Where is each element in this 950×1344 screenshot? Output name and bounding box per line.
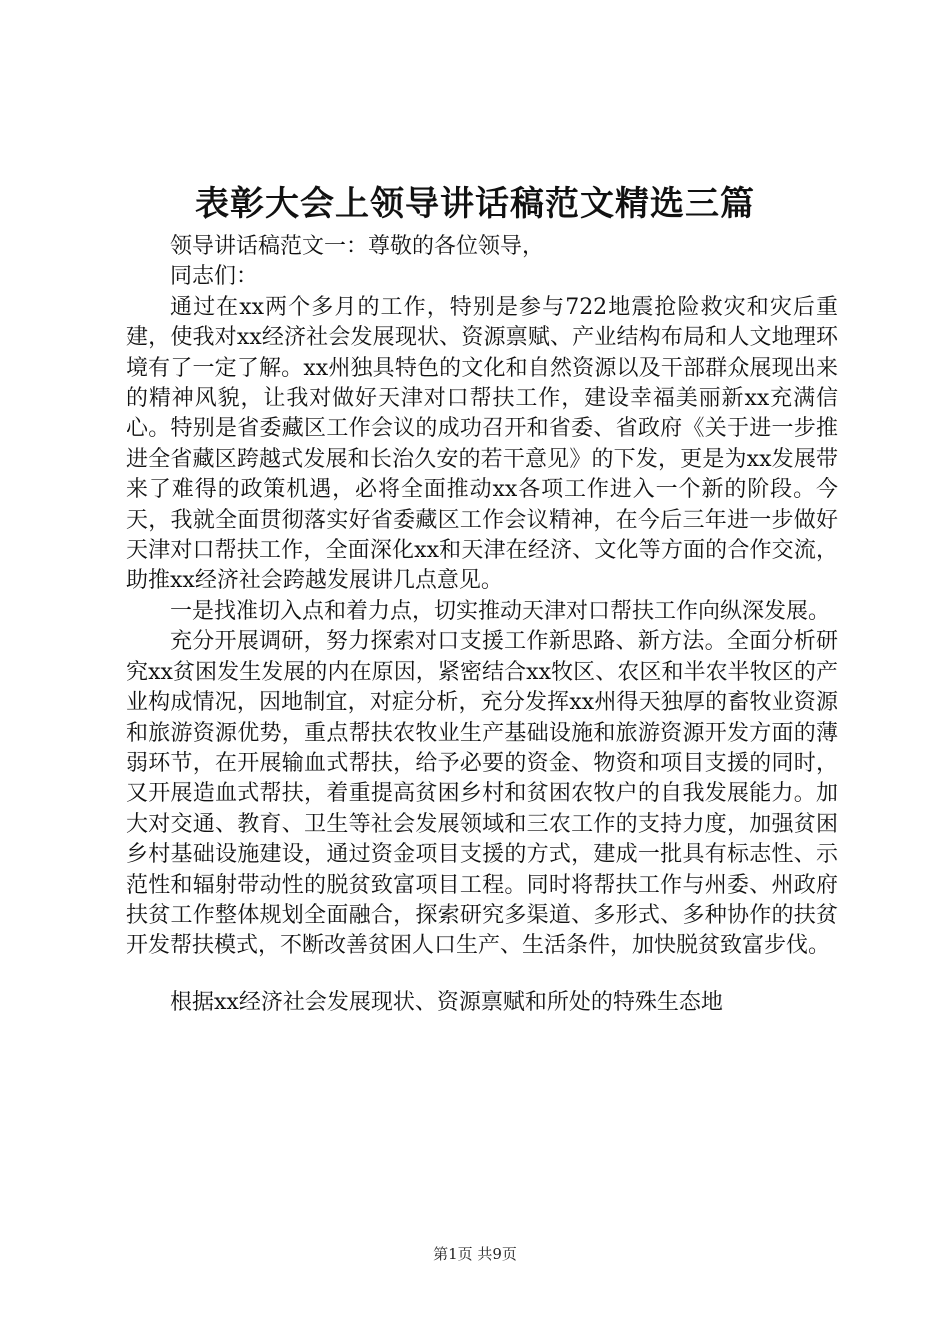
body-paragraph: 根据xx经济社会发展现状、资源禀赋和所处的特殊生态地 [170, 989, 723, 1015]
page-number-footer: 第1页 共9页 [433, 1245, 517, 1263]
body-paragraph: 充分开展调研，努力探索对口支援工作新思路、新方法。全面分析研究xx贫困发生发展的内在原因，紧密结合xx牧区、农区和半农半牧区的产业构成情况，因地制宜，对症分析，充分发挥xx州得天独厚的畜牧业资源和旅游资源优势，重点帮扶农牧业生产基础设施和旅游资源开发方面的薄弱环节，在开展输血式帮扶，给予必要的资金、物资和项目支援的同时，又开展造血式帮扶，着重提高贫困乡村和贫困农牧户的自我发展能力。加大对交通、教育、卫生等社会发展领域和三农工作的支持力度，加强贫困乡村基础设施建设，通过资金项目支援的方式，建成一批具有标志性、示范性和辐射带动性的脱贫致富项目工程。同时将帮扶工作与州委、州政府扶贫工作整体规划全面融合，探索研究多渠道、多形式、多种协作的扶贫开发帮扶模式，不断改善贫困人口生产、生活条件，加快脱贫致富步伐。 [126, 629, 838, 959]
salutation-line-2: 同志们： [170, 264, 259, 290]
document-title: 表彰大会上领导讲话稿范文精选三篇 [195, 184, 755, 224]
document-body [126, 232, 838, 1018]
salutation-line: 领导讲话稿范文一：尊敬的各位领导， [170, 234, 545, 259]
body-paragraph: 通过在xx两个多月的工作，特别是参与722地震抢险救灾和灾后重建，使我对xx经济社会发展现状、资源禀赋、产业结构布局和人文地理环境有了一定了解。xx州独具特色的文化和自然资源以及干部群众展现出来的精神风貌，让我对做好天津对口帮扶工作，建设幸福美丽新xx充满信心。特别是省委藏区工作会议的成功召开和省委、省政府《关于进一步推进全省藏区跨越式发展和长治久安的若干意见》的下发，更是为xx发展带来了难得的政策机遇，必将全面推动xx各项工作进入一个新的阶段。今天，我就全面贯彻落实好省委藏区工作会议精神，在今后三年进一步做好天津对口帮扶工作，全面深化xx和天津在经济、文化等方面的合作交流，助推xx经济社会跨越发展讲几点意见。 [126, 294, 838, 594]
body-paragraph: 一是找准切入点和着力点，切实推动天津对口帮扶工作向纵深发展。 [170, 598, 831, 624]
